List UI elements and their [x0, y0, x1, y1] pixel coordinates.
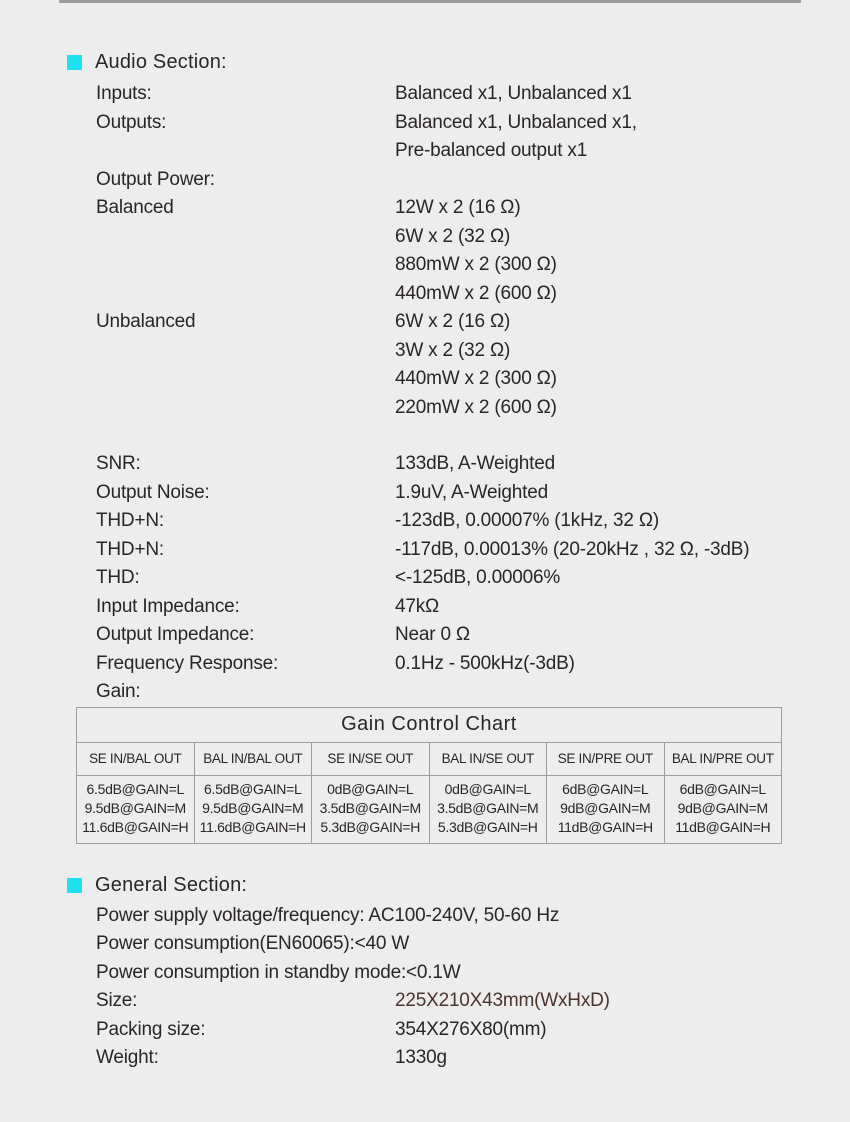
gain-value-line: 9dB@GAIN=M [677, 799, 768, 816]
spec-row [96, 166, 850, 195]
spec-label: Outputs: [96, 111, 167, 133]
spec-value-line: 220mW x 2 (600 Ω) [395, 396, 557, 418]
gain-control-table [76, 707, 782, 844]
gain-value-line: 0dB@GAIN=L [444, 780, 531, 797]
spec-value-line: 0.1Hz - 500kHz(-3dB) [395, 652, 575, 674]
spec-label: Input Impedance: [96, 595, 240, 617]
spec-value-line: <-125dB, 0.00006% [395, 567, 561, 588]
spec-row [96, 564, 850, 593]
gain-table-column-header: SE IN/BAL OUT [77, 742, 195, 775]
spec-row [96, 507, 850, 536]
gain-value-line: 9.5dB@GAIN=M [202, 799, 304, 816]
spec-label: Output Power: [96, 168, 215, 190]
spec-value [395, 650, 850, 679]
gain-value-line: 6.5dB@GAIN=L [204, 780, 302, 797]
spec-label: Inputs: [96, 83, 152, 104]
gain-table-cell [547, 775, 665, 843]
spec-row [96, 650, 850, 679]
spec-value-line: 225X210X43mm(WxHxD) [395, 990, 610, 1011]
section-bullet-icon [67, 55, 82, 70]
spec-row [96, 536, 850, 565]
spec-value-line: 880mW x 2 (300 Ω) [395, 254, 557, 275]
gain-value-line: 5.3dB@GAIN=H [320, 818, 421, 835]
gain-table-column-header: SE IN/PRE OUT [547, 742, 665, 775]
gain-table-cell [194, 775, 312, 843]
spec-value-line: -123dB, 0.00007% (1kHz, 32 Ω) [395, 510, 659, 531]
spec-value-line: 133dB, A-Weighted [395, 453, 555, 474]
gain-table-cell [77, 775, 195, 843]
spec-value [395, 536, 850, 565]
gain-table-title: Gain Control Chart [77, 707, 782, 742]
spec-value-line: 3W x 2 (32 Ω) [395, 339, 511, 361]
gain-value-line: 6.5dB@GAIN=L [86, 780, 184, 797]
spec-label: Frequency Response: [96, 652, 279, 674]
spec-value [395, 1016, 850, 1045]
spec-value [395, 109, 850, 166]
spec-value-line: 440mW x 2 (300 Ω) [395, 368, 557, 389]
spec-label: Packing size: [96, 1018, 206, 1040]
spec-value [395, 593, 850, 622]
spec-label: THD+N: [96, 538, 164, 560]
spec-value [395, 194, 850, 308]
section-bullet-icon [67, 878, 82, 893]
spec-value-line: 1.9uV, A-Weighted [395, 481, 548, 503]
spec-row [96, 1016, 850, 1045]
spec-value [395, 564, 850, 593]
spec-row [96, 80, 850, 109]
spec-label: Size: [96, 990, 138, 1011]
gain-table-data-row [77, 775, 782, 843]
gain-table-cell [429, 775, 547, 843]
spec-row [96, 479, 850, 508]
general-section-header [67, 874, 850, 898]
gain-value-line: 11.6dB@GAIN=H [199, 818, 306, 835]
spec-value-line: Near 0 Ω [395, 624, 470, 645]
gain-value-line: 0dB@GAIN=L [327, 780, 414, 797]
gain-table-title-row [77, 707, 782, 742]
spec-label: Weight: [96, 1047, 159, 1068]
general-spec-line: Power consumption in standby mode:<0.1W [96, 961, 461, 983]
gain-table-header-row [77, 742, 782, 775]
gain-table-cell [312, 775, 430, 843]
spec-label: Unbalanced [96, 311, 196, 332]
gain-value-line: 3.5dB@GAIN=M [437, 799, 539, 816]
spec-label: SNR: [96, 453, 141, 474]
spec-value [395, 507, 850, 536]
gain-table-column-header: BAL IN/SE OUT [429, 742, 547, 775]
spec-label: Output Noise: [96, 481, 210, 503]
audio-section-title: Audio Section: [95, 50, 227, 73]
general-spec-line: Power supply voltage/frequency: AC100-240V, 50-60 Hz [96, 904, 560, 926]
spec-value-line: Pre-balanced output x1 [395, 140, 588, 161]
gain-value-line: 6dB@GAIN=L [679, 780, 766, 797]
spec-value-line: Balanced x1, Unbalanced x1, [395, 111, 637, 133]
gain-table-cell [664, 775, 782, 843]
spec-row [96, 987, 850, 1016]
gain-value-line: 11dB@GAIN=H [557, 818, 653, 835]
spec-value [395, 1044, 850, 1073]
gain-table-column-header: SE IN/SE OUT [312, 742, 430, 775]
spec-label: Balanced [96, 197, 174, 218]
general-spec-lines [96, 902, 850, 988]
top-divider-line [59, 0, 801, 3]
spec-label: THD: [96, 567, 140, 588]
spec-row [96, 109, 850, 166]
general-spec-list [96, 987, 850, 1073]
spec-row [96, 194, 850, 308]
spec-value [395, 987, 850, 1016]
spec-value-line: 12W x 2 (16 Ω) [395, 197, 521, 218]
audio-spec-list [96, 80, 850, 707]
gain-value-line: 3.5dB@GAIN=M [319, 799, 421, 816]
general-section-title: General Section: [95, 874, 248, 896]
spec-label: Gain: [96, 681, 141, 702]
spec-row [96, 593, 850, 622]
spec-value [395, 450, 850, 479]
spec-value-line: 47kΩ [395, 595, 440, 617]
spec-row [96, 1044, 850, 1073]
spec-value-line: 1330g [395, 1047, 447, 1068]
gain-value-line: 9.5dB@GAIN=M [84, 799, 186, 816]
spec-row [96, 621, 850, 650]
spec-value [395, 621, 850, 650]
spec-value-line: 6W x 2 (32 Ω) [395, 225, 511, 247]
spec-value-line: Balanced x1, Unbalanced x1 [395, 83, 632, 104]
spec-value [395, 308, 850, 422]
spec-value-line: 440mW x 2 (600 Ω) [395, 282, 557, 304]
gain-table-column-header: BAL IN/PRE OUT [664, 742, 782, 775]
spec-value [395, 80, 850, 109]
gain-value-line: 9dB@GAIN=M [560, 799, 651, 816]
audio-section-header [67, 50, 850, 74]
gain-value-line: 6dB@GAIN=L [562, 780, 649, 797]
spec-row [96, 450, 850, 479]
spec-row [96, 308, 850, 422]
spec-row [96, 678, 850, 707]
spec-value-line: 6W x 2 (16 Ω) [395, 311, 511, 332]
spec-label: THD+N: [96, 510, 164, 531]
spec-label: Output Impedance: [96, 624, 255, 645]
gain-value-line: 11.6dB@GAIN=H [82, 818, 189, 835]
gain-table-column-header: BAL IN/BAL OUT [194, 742, 312, 775]
general-section [0, 874, 850, 1073]
spec-value [395, 479, 850, 508]
spec-value [395, 166, 850, 195]
spec-value [395, 678, 850, 707]
gain-value-line: 5.3dB@GAIN=H [437, 818, 538, 835]
gain-value-line: 11dB@GAIN=H [675, 818, 771, 835]
general-spec-line: Power consumption(EN60065):<40 W [96, 933, 410, 954]
spec-value-line: 354X276X80(mm) [395, 1018, 547, 1040]
spec-value-line: -117dB, 0.00013% (20-20kHz , 32 Ω, -3dB) [395, 538, 750, 560]
